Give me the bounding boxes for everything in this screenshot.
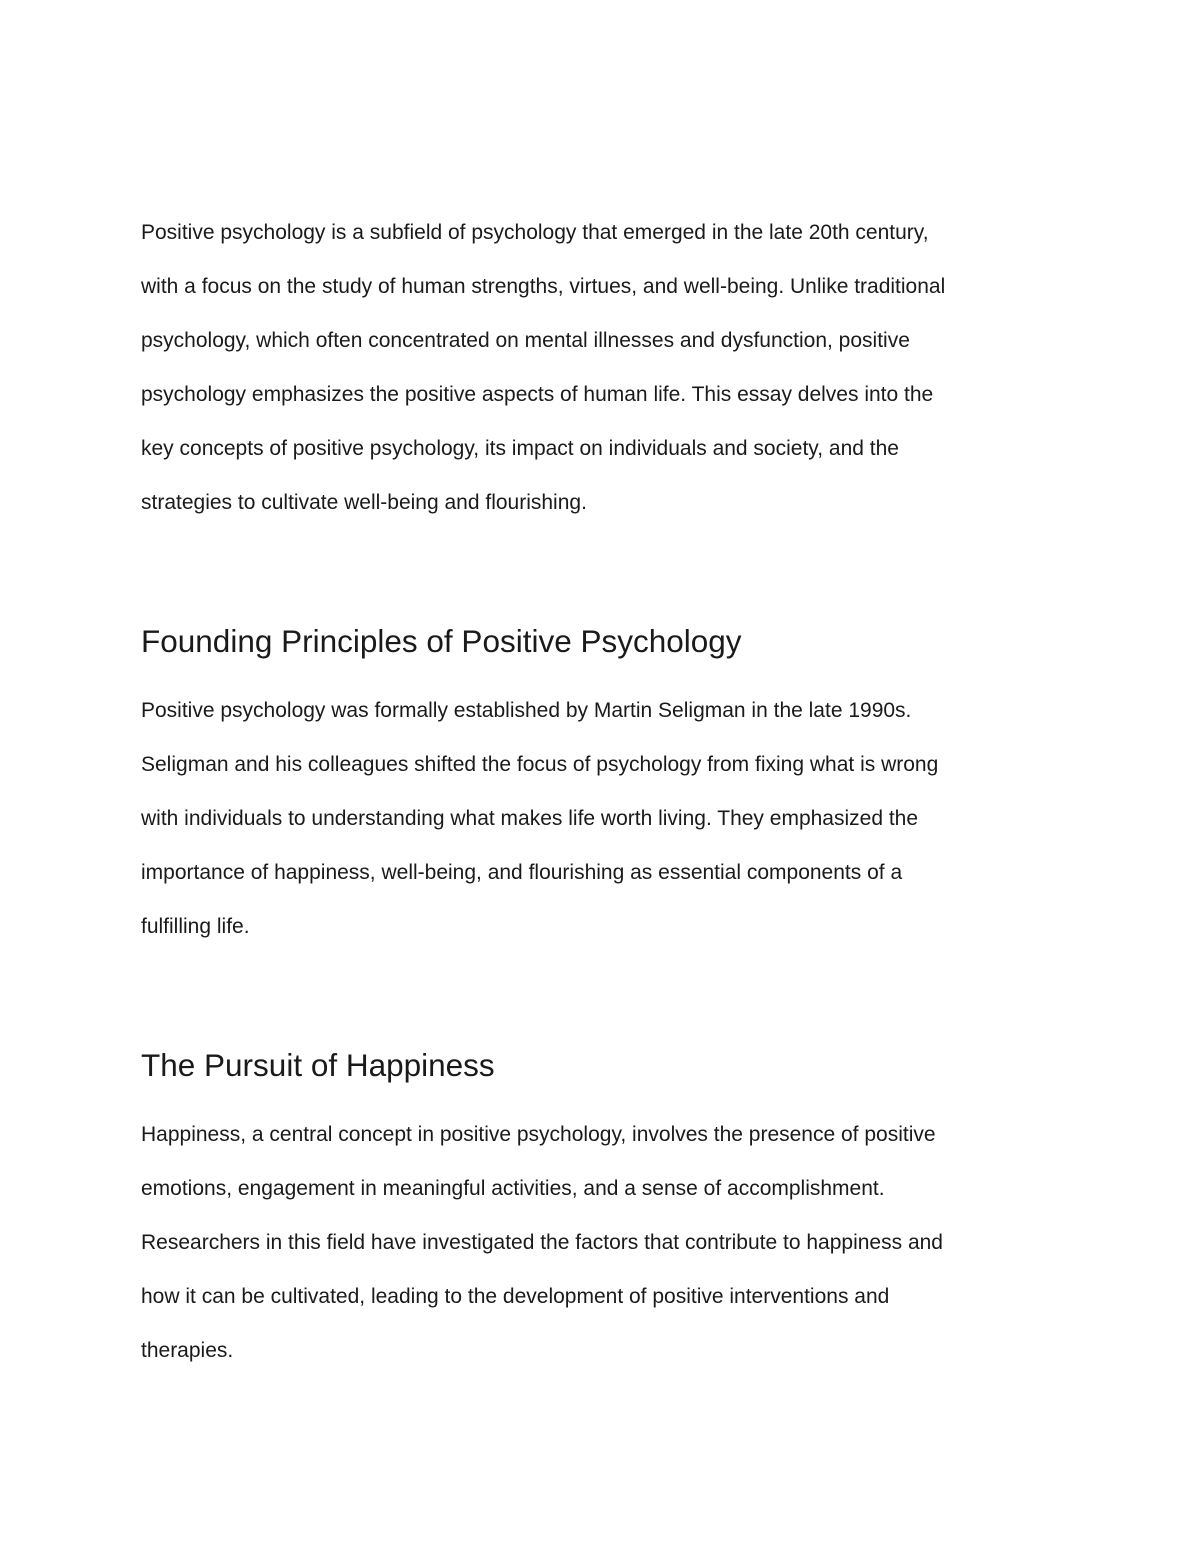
intro-paragraph: Positive psychology is a subfield of psychology that emerged in the late 20th century, with a focus on the study of human strengths, virtues, and well-being. Unlike traditional psychology, which often concentrated on mental illnesses and dysfunction, positive psychology emphasizes the positive aspects of human life. This essay delves into the key concepts of positive psychology, its impact on individuals and society, and the strategies to cultivate well-being and flourishing. (141, 221, 946, 514)
section-paragraph-pursuit-of-happiness: Happiness, a central concept in positive psychology, involves the presence of positive emotions, engagement in meaningful activities, and a sense of accomplishment. Researchers in this field have investigated the factors that contribute to happiness and how it can be cultivated, leading to the development of positive interventions and therapies. (141, 1123, 943, 1362)
section-heading-pursuit-of-happiness: The Pursuit of Happiness (141, 1047, 495, 1083)
section-paragraph-founding-principles: Positive psychology was formally established by Martin Seligman in the late 1990s. Seligman and his colleagues shifted the focus of psychology from fixing what is wrong with individuals to understanding what makes life worth living. They emphasized the importance of happiness, well-being, and flourishing as essential components of a fulfilling life. (141, 699, 939, 938)
section-heading-founding-principles: Founding Principles of Positive Psychology (141, 623, 742, 659)
document-body (141, 206, 1061, 1378)
